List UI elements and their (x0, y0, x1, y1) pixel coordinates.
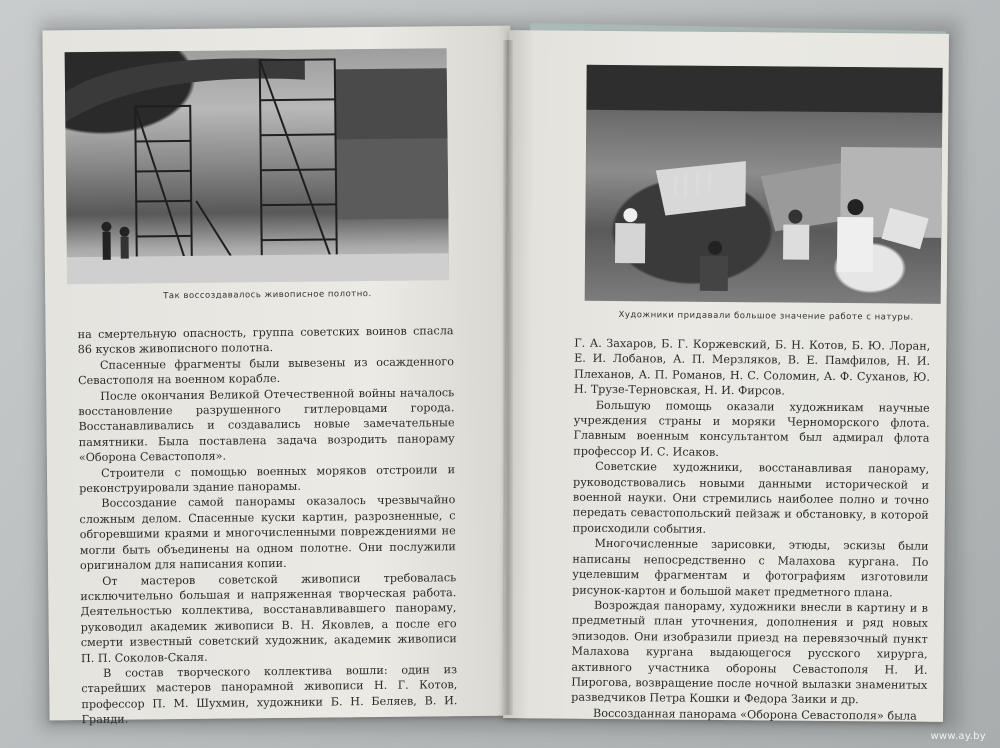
right-page-text (571, 336, 930, 724)
book-spine (503, 40, 513, 715)
left-photo-caption: Так воссоздавалось живописное полотно. (163, 289, 372, 302)
paragraph: Советские художники, восстанавливая панораму, руководствовались новыми данными исторической и военной науки. Они стремились наиболее полно и точно передать севастопольский пейзаж и обстановку, в которой происходили события. (572, 460, 930, 536)
paragraph: Многочисленные зарисовки, этюды, эскизы были написаны непосредственно с Малахова кургана. По уцелевшим фрагментам и фотографиям изготовили рисунок-картон и большой макет предметного плана. (572, 537, 929, 599)
paragraph: Воссозданная панорама «Оборона Севастополя» была (592, 706, 917, 723)
scaffolding-illustration (65, 48, 449, 284)
scaffolding-photo (65, 48, 449, 284)
artists-illustration (585, 65, 943, 304)
paragraph: Строители с помощью военных моряков отстроили и реконструировали здание панорамы. (79, 462, 456, 496)
artists-photo (585, 65, 943, 304)
left-page-text (78, 323, 458, 727)
paragraph: на смертельную опасность, группа советских воинов спасла 86 кусков живописного полотна. (77, 324, 454, 357)
right-page (503, 30, 949, 722)
paragraph: От мастеров советской живописи требовалась исключительно большая и напряженная творческая работа. Деятельностью коллектива, восстанавливавшего панораму, руководил академик живописи В. Н. Яковлев, а после его смерти известный советский художник, академик живописи П. П. Соколов-Скаля. (80, 570, 457, 665)
right-photo-caption: Художники придавали большое значение работе с натуры. (618, 310, 914, 323)
watermark: www.ay.by (930, 731, 986, 742)
paragraph: Воссоздание самой панорамы оказалось чрезвычайно сложным делом. Спасенные куски картин, разрозненные, с обгоревшими краями и многочисленными повреждениями не могли быть объединены на одном полотне. Они послужили оригиналом для написания копии. (79, 493, 456, 573)
paragraph: Возрождая панораму, художники внесли в картину и в предметный план уточнения, дополнения и ряд новых эпизодов. Они изобразили приезд на перевязочный пункт Малахова кургана выдающегося русского хирурга, активного участника обороны Севастополя Н. И. Пирогова, возвращение после ночной вылазки знаменитых разведчиков Петра Кошки и Федора Заики и др. (571, 598, 929, 707)
paragraph: Спасенные фрагменты были вывезены из осажденного Севастополя на военном корабле. (78, 354, 454, 388)
paragraph: В состав творческого коллектива вошли: один из старейших мастеров панорамной живописи Н. Г. Котов, профессор П. М. Шухмин, художники Б. Н. Беляев, В. И. Гранди. (81, 663, 458, 727)
paragraph: После окончания Великой Отечественной войны началось восстановление разрушенного гитлеровцами города. Восстанавливались и создавались новые замечательные памятники. Была поставлена задача возродить панораму «Оборона Севастополя». (78, 385, 455, 465)
paragraph: Большую помощь оказали художникам научные учреждения страны и моряки Черноморского флота. Главным военным консультантом был адмирал флота профессор И. С. Исаков. (573, 398, 930, 459)
left-page (42, 26, 517, 727)
paragraph: Г. А. Захаров, Б. Г. Коржевский, Б. Н. Котов, Б. Ю. Лоран, Е. И. Лобанов, А. П. Мерзляков, В. Е. Памфилов, Н. И. Плеханов, А. П. Романов, Н. С. Соломин, А. Ф. Суханов, Ю. Н. Трузе-Терновская, Н. И. Фирсов. (573, 336, 931, 398)
